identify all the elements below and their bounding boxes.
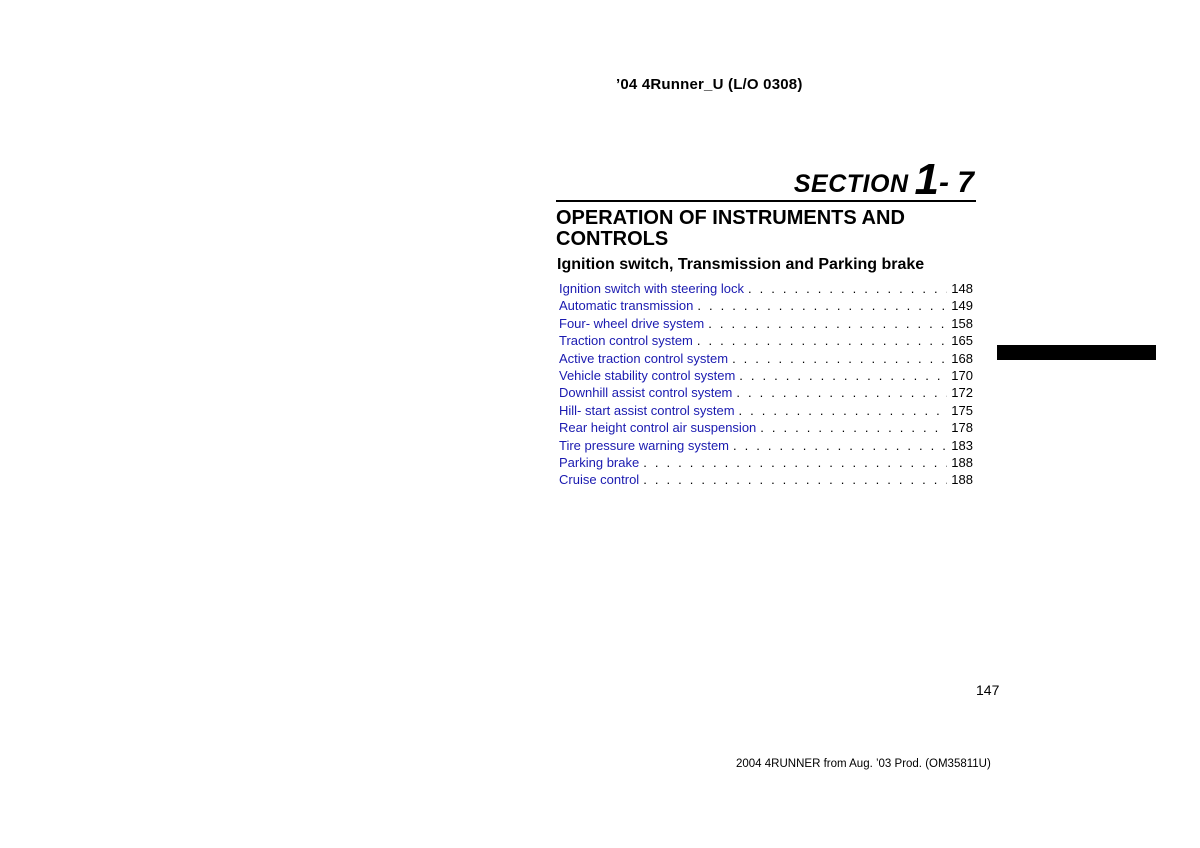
toc-item[interactable] [559, 402, 973, 419]
toc-leader-dots [643, 471, 947, 488]
toc-item-label[interactable]: Parking brake [559, 454, 640, 470]
table-of-contents [559, 280, 973, 489]
section-major-number: 1 [914, 155, 939, 204]
toc-item[interactable] [559, 315, 973, 332]
toc-item-label[interactable]: Rear height control air suspension [559, 420, 757, 436]
toc-item-page: 148 [951, 281, 973, 296]
document-code: ’04 4Runner_U (L/O 0308) [616, 76, 803, 93]
toc-item-page: 175 [951, 402, 973, 418]
chapter-subtitle: Ignition switch, Transmission and Parking brake [557, 256, 925, 273]
toc-item-page: 172 [951, 385, 973, 401]
toc-item[interactable] [559, 471, 973, 488]
section-heading [556, 155, 976, 204]
toc-item[interactable] [559, 280, 973, 297]
chapter-title: OPERATION OF INSTRUMENTS AND CONTROLS [556, 207, 905, 250]
page-number: 147 [976, 682, 1000, 698]
toc-item-page: 178 [951, 420, 973, 436]
toc-item-label[interactable]: Automatic transmission [559, 298, 694, 314]
toc-leader-dots [643, 454, 947, 471]
toc-leader-dots [739, 402, 948, 419]
toc-item[interactable] [559, 384, 973, 401]
toc-leader-dots [760, 419, 947, 436]
toc-item-page: 183 [951, 437, 973, 453]
toc-item-page: 170 [951, 367, 973, 383]
toc-item-label[interactable]: Traction control system [559, 333, 693, 349]
toc-item[interactable] [559, 350, 973, 367]
toc-leader-dots [739, 367, 947, 384]
toc-leader-dots [708, 315, 947, 332]
toc-leader-dots [697, 332, 947, 349]
toc-item-page: 188 [951, 454, 973, 470]
toc-leader-dots [736, 384, 947, 401]
toc-item-label[interactable]: Ignition switch with steering lock [559, 281, 744, 296]
toc-item[interactable] [559, 454, 973, 471]
toc-item[interactable] [559, 297, 973, 314]
toc-item-page: 165 [951, 333, 973, 349]
section-edge-tab [997, 345, 1156, 360]
section-word: SECTION [793, 170, 909, 198]
toc-item-label[interactable]: Tire pressure warning system [559, 437, 730, 453]
toc-leader-dots [697, 297, 947, 314]
toc-item[interactable] [559, 419, 973, 436]
toc-item-label[interactable]: Hill- start assist control system [559, 402, 735, 418]
toc-item-page: 188 [951, 472, 973, 488]
toc-item-label[interactable]: Four- wheel drive system [559, 315, 705, 331]
toc-item-label[interactable]: Cruise control [559, 472, 640, 488]
toc-leader-dots [748, 280, 947, 297]
toc-item-label[interactable]: Vehicle stability control system [559, 367, 736, 383]
toc-item-page: 158 [951, 315, 973, 331]
toc-item[interactable] [559, 437, 973, 454]
toc-item-page: 168 [951, 350, 973, 366]
toc-leader-dots [733, 437, 947, 454]
toc-leader-dots [732, 350, 947, 367]
toc-item-label[interactable]: Downhill assist control system [559, 385, 733, 401]
toc-item[interactable] [559, 367, 973, 384]
toc-item[interactable] [559, 332, 973, 349]
toc-item-label[interactable]: Active traction control system [559, 350, 729, 366]
toc-item-page: 149 [951, 298, 973, 314]
footer-text: 2004 4RUNNER from Aug. ’03 Prod. (OM35811U) [736, 758, 991, 770]
section-minor-number: - 7 [938, 166, 974, 199]
